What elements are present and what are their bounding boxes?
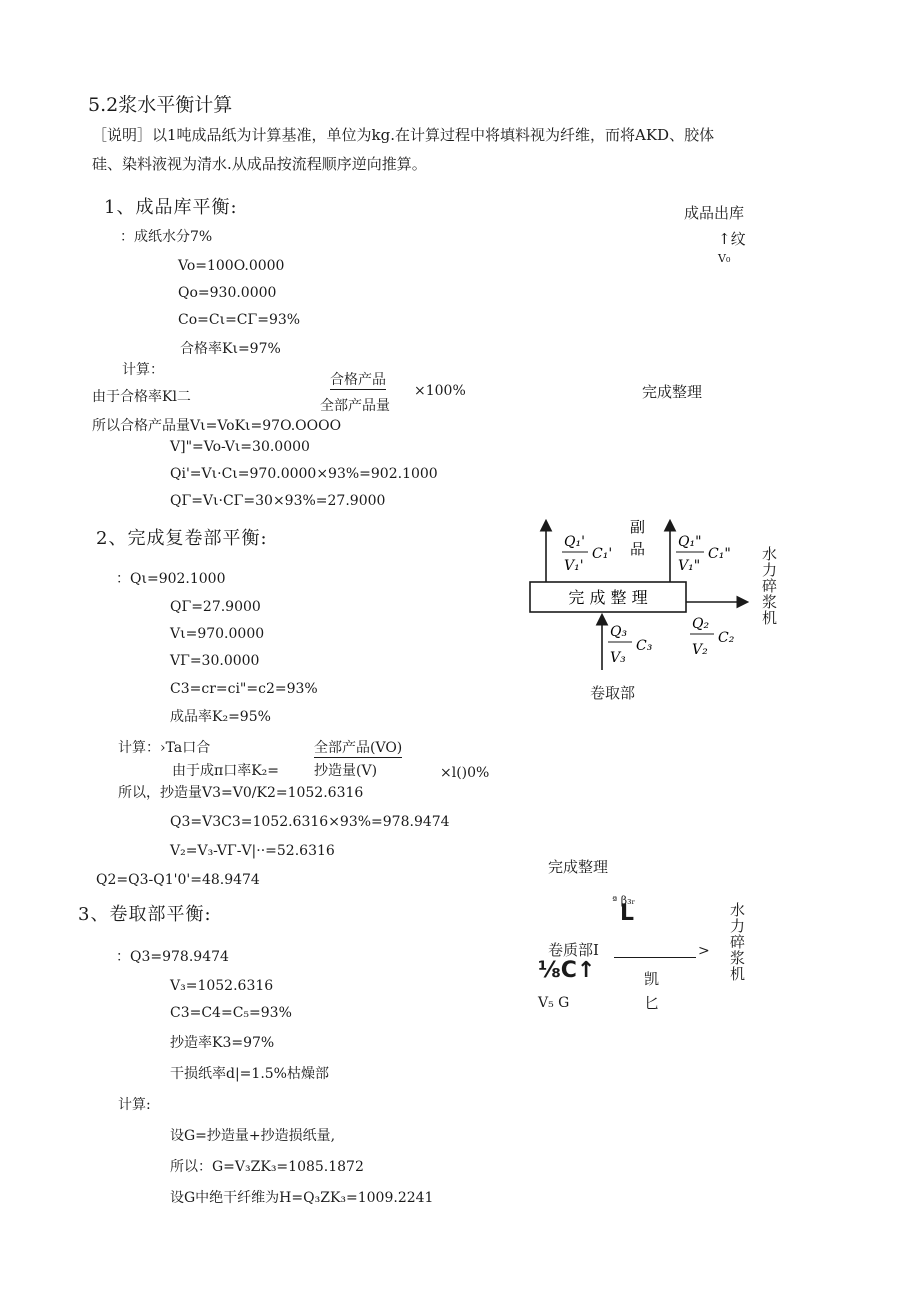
sec1-title: 1、成品库平衡: (104, 197, 238, 218)
sec3-h-val: 设G中绝干纤维为H=Q₃ZK₃=1009.2241 (170, 1190, 434, 1206)
sec3-k3: 抄造率K3=97% (170, 1035, 275, 1051)
sec3-g-def: 设G=抄造量+抄造损纸量, (170, 1128, 336, 1144)
diagram2-source-label: 卷取部 (590, 684, 636, 702)
diagram3-reel-label: 卷质部I (548, 941, 599, 959)
sec2-k2: 成品率K₂=95% (170, 709, 271, 725)
sec2-q1: ：Qι=902.1000 (116, 571, 226, 587)
right-out-numerator: Q₁" (678, 534, 702, 550)
pulper-out-denominator: V₂ (692, 642, 708, 658)
diagram1-bottom-label: 完成整理 (642, 383, 703, 401)
diagram1-top-label: 成品出库 (684, 204, 745, 222)
sec1-q1: Qi'=Vι·Cι=970.0000×93%=902.1000 (170, 466, 438, 482)
diagram3-mid-label-1: 凯 (644, 970, 660, 988)
sec1-k1: 合格率Kι=97% (180, 341, 281, 357)
sec2-c3: C3=cr=ci"=c2=93% (170, 681, 318, 697)
sec2-formula-numerator: 全部产品(VO) (314, 740, 403, 756)
sec2-q1pp: QΓ=27.9000 (170, 599, 261, 615)
sec1-v1pp: V]"=Vo-Vι=30.0000 (170, 439, 310, 455)
sec3-q3: ：Q3=978.9474 (116, 949, 229, 965)
sec1-formula-numerator: 合格产品 (330, 372, 386, 388)
sec1-formula-denominator: 全部产品量 (320, 398, 390, 414)
byproduct-label-bottom: 品 (630, 540, 646, 558)
sec2-v3: 所以，抄造量V3=V0/K2=1052.6316 (118, 785, 364, 801)
diagram3-beta-label: ª β₃ᵣ (612, 894, 636, 907)
sec3-g-val: 所以：G=V₃ZK₃=1085.1872 (170, 1159, 364, 1175)
recoil-flow-diagram (520, 510, 780, 710)
pulper-out-numerator: Q₂ (692, 616, 710, 632)
intro-line-1: ［说明］以1吨成品纸为计算基准，单位为kg.在计算过程中将填料视为纤维，而将AKD、胶体 (92, 126, 715, 144)
sec1-formula-tail: ×100% (414, 383, 466, 399)
sec2-v1: Vι=970.0000 (170, 626, 265, 642)
right-out-c: C₁" (708, 546, 731, 562)
diagram3-flow-line (614, 957, 696, 958)
diagram3-corner-glyph: L (620, 901, 635, 926)
sec3-c3: C3=C4=C₅=93% (170, 1005, 292, 1021)
diagram3-sub-label: V₅ G (538, 995, 570, 1011)
reel-in-c: C₃ (636, 638, 653, 654)
sec3-calc-label: 计算: (118, 1097, 151, 1113)
sec1-q0: Qo=930.0000 (178, 285, 277, 301)
pulper-out-c: C₂ (718, 630, 735, 646)
reel-in-denominator: V₃ (610, 650, 626, 666)
sec1-v0: Vo=100O.0000 (178, 258, 285, 274)
diagram3-mid-label-2: 匕 (644, 994, 660, 1012)
finishing-box-label: 完 成 整 理 (568, 588, 648, 607)
sec3-loss: 干损纸率d|=1.5%枯燥部 (170, 1066, 329, 1082)
diagram2-pulper-label: 水 力 碎 浆 机 (762, 545, 778, 627)
sec1-q1pp: QΓ=Vι·CΓ=30×93%=27.9000 (170, 493, 386, 509)
sec1-v1-calc: 所以合格产品量Vι=VoKι=97O.OOOO (92, 418, 342, 434)
diagram3-pulper-label: 水 力 碎 浆 机 (730, 901, 746, 983)
sec2-calc-label: 计算：›Ta口合 (118, 740, 211, 756)
sec2-q3: Q3=V3C3=1052.6316×93%=978.9474 (170, 814, 450, 830)
sec1-moisture: ：成纸水分7% (120, 229, 213, 245)
byproduct-label-top: 副 (630, 518, 646, 536)
diagram1-arrow-label: ↑纹 (718, 230, 746, 248)
reel-in-numerator: Q₃ (610, 624, 628, 640)
diagram3-top-label: 完成整理 (548, 858, 609, 876)
sec2-v2: V₂=V₃-VΓ-V|··=52.6316 (170, 843, 335, 859)
sec2-v1pp: VΓ=30.0000 (170, 653, 260, 669)
sec3-title: 3、卷取部平衡: (78, 904, 212, 925)
sec2-formula-tail: ×l()0% (440, 765, 490, 781)
sec2-title: 2、完成复卷部平衡: (96, 528, 268, 549)
sec1-formula-lead: 由于合格率Kl二 (92, 389, 191, 405)
sec1-c0: Co=Cι=CΓ=93% (178, 312, 301, 328)
diagram3-arrow-glyph: > (698, 943, 710, 959)
sec3-v3: V₃=1052.6316 (170, 978, 274, 994)
diagram1-sub-label: V₀ (718, 252, 731, 265)
left-out-c: C₁' (592, 546, 613, 562)
left-out-numerator: Q₁' (564, 534, 585, 550)
diagram3-big-glyph: ⅛C↑ (538, 958, 596, 983)
left-out-denominator: V₁' (564, 558, 584, 574)
sec2-formula-denominator: 抄造量(V) (314, 763, 378, 779)
intro-line-2: 硅、染料液视为清水.从成品按流程顺序逆向推算。 (92, 155, 427, 173)
sec1-calc-label: 计算： (122, 362, 164, 378)
sec2-formula-lead: 由于成π口率K₂= (172, 763, 280, 779)
right-out-denominator: V₁" (678, 558, 701, 574)
sec2-q2: Q2=Q3-Q1'0'=48.9474 (96, 872, 260, 888)
section-heading: 5.2浆水平衡计算 (88, 94, 233, 116)
